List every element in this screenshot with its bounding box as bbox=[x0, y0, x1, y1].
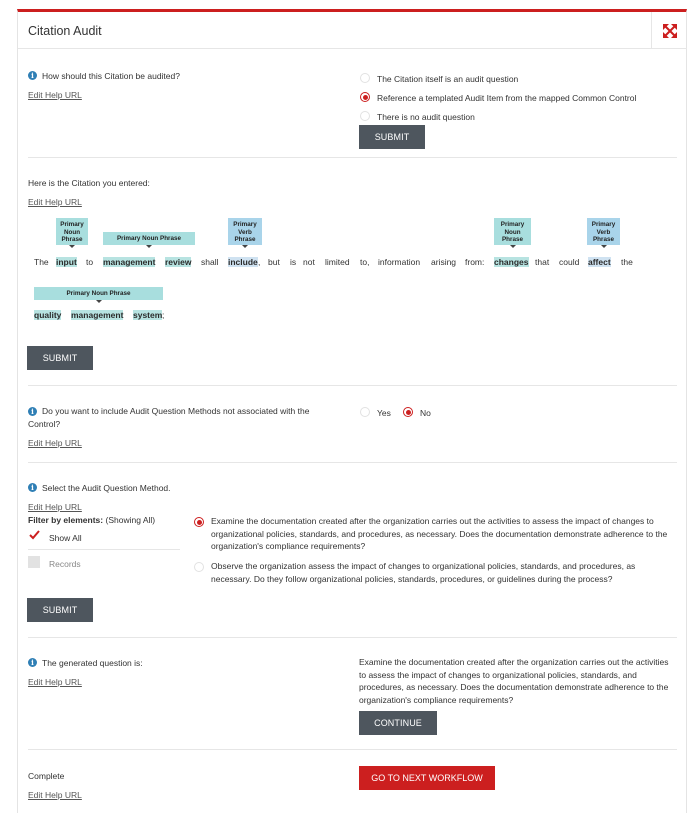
filter-heading bbox=[28, 515, 155, 525]
info-icon: i bbox=[28, 658, 37, 667]
citation-word: is bbox=[290, 257, 297, 267]
divider bbox=[28, 749, 677, 750]
citation-word: The bbox=[34, 257, 49, 267]
edit-help-link[interactable]: Edit Help URL bbox=[28, 677, 82, 687]
radio-method-examine[interactable] bbox=[194, 517, 204, 527]
edit-help-link[interactable]: Edit Help URL bbox=[28, 790, 82, 800]
option-label-no: No bbox=[420, 408, 431, 418]
filter-records-checkbox[interactable] bbox=[28, 556, 40, 568]
citation-word: that bbox=[535, 257, 550, 267]
citation-word: to bbox=[86, 257, 94, 267]
citation-word-highlighted[interactable]: input bbox=[56, 257, 77, 267]
generated-question-label: The generated question is: bbox=[42, 658, 143, 668]
filter-label: Filter by elements: bbox=[28, 515, 104, 525]
citation-word: but bbox=[268, 257, 280, 267]
citation-word: information bbox=[378, 257, 421, 267]
citation-word-highlighted[interactable]: affect bbox=[588, 257, 611, 267]
submit-button[interactable]: SUBMIT bbox=[27, 598, 93, 622]
divider bbox=[28, 462, 677, 463]
option-label: The Citation itself is an audit question bbox=[377, 74, 519, 84]
radio-no-audit-question[interactable] bbox=[360, 111, 370, 121]
filter-divider bbox=[28, 549, 180, 550]
radio-method-observe[interactable] bbox=[194, 562, 204, 572]
citation-word-highlighted[interactable]: quality bbox=[34, 310, 62, 320]
citation-word: from: bbox=[465, 257, 485, 267]
citation-word-highlighted[interactable]: review bbox=[165, 257, 192, 267]
citation-word: ; bbox=[162, 310, 165, 320]
divider bbox=[28, 385, 677, 386]
option-label: There is no audit question bbox=[377, 112, 475, 122]
panel-header bbox=[18, 12, 687, 49]
option-label-yes: Yes bbox=[377, 408, 391, 418]
complete-label: Complete bbox=[28, 771, 65, 781]
citation-word: the bbox=[621, 257, 633, 267]
citation-audit-panel bbox=[17, 9, 687, 813]
citation-word: to, bbox=[360, 257, 370, 267]
include-methods-question: Do you want to include Audit Question Methods not associated with the Control? bbox=[28, 406, 310, 429]
citation-word-highlighted[interactable]: system bbox=[133, 310, 163, 320]
edit-help-link[interactable]: Edit Help URL bbox=[28, 90, 82, 100]
citation-word: arising bbox=[431, 257, 457, 267]
edit-help-link[interactable]: Edit Help URL bbox=[28, 502, 82, 512]
submit-button[interactable]: SUBMIT bbox=[359, 125, 425, 149]
citation-word-highlighted[interactable]: include bbox=[228, 257, 258, 267]
expand-button[interactable] bbox=[651, 12, 687, 49]
tag-primary-noun-phrase: Primary Noun Phrase bbox=[103, 232, 195, 245]
filter-records-label: Records bbox=[49, 559, 81, 569]
select-method-question: Select the Audit Question Method. bbox=[42, 483, 171, 493]
check-icon[interactable] bbox=[29, 530, 40, 540]
page-title: Citation Audit bbox=[28, 24, 102, 38]
radio-yes[interactable] bbox=[360, 407, 370, 417]
edit-help-link[interactable]: Edit Help URL bbox=[28, 197, 82, 207]
citation-word: , bbox=[258, 257, 261, 267]
radio-templated-audit-item[interactable] bbox=[360, 92, 370, 102]
divider bbox=[28, 637, 677, 638]
edit-help-link[interactable]: Edit Help URL bbox=[28, 438, 82, 448]
tag-primary-verb-phrase: Primary Verb Phrase bbox=[228, 218, 262, 245]
submit-button[interactable]: SUBMIT bbox=[27, 346, 93, 370]
info-icon: i bbox=[28, 71, 37, 80]
method-option: Observe the organization assess the impact of changes to organizational policies, standards, and procedures, as necessary. Do they follow organizational policies, standards, procedures, or guidelines during the process? bbox=[211, 561, 636, 584]
tag-primary-noun-phrase: Primary Noun Phrase bbox=[56, 218, 88, 245]
next-workflow-button[interactable]: GO TO NEXT WORKFLOW bbox=[359, 766, 495, 790]
citation-word-highlighted[interactable]: changes bbox=[494, 257, 529, 267]
divider bbox=[28, 157, 677, 158]
citation-word: limited bbox=[325, 257, 350, 267]
citation-word: not bbox=[303, 257, 315, 267]
filter-state: (Showing All) bbox=[105, 515, 156, 525]
filter-show-all[interactable]: Show All bbox=[49, 533, 82, 543]
info-icon: i bbox=[28, 407, 37, 416]
radio-no[interactable] bbox=[403, 407, 413, 417]
citation-word: could bbox=[559, 257, 580, 267]
citation-word-highlighted[interactable]: management bbox=[71, 310, 124, 320]
info-icon: i bbox=[28, 483, 37, 492]
tag-primary-noun-phrase: Primary Noun Phrase bbox=[494, 218, 531, 245]
option-label: Reference a templated Audit Item from the mapped Common Control bbox=[377, 93, 637, 103]
tag-primary-noun-phrase: Primary Noun Phrase bbox=[34, 287, 163, 300]
continue-button[interactable]: CONTINUE bbox=[359, 711, 437, 735]
tag-primary-verb-phrase: Primary Verb Phrase bbox=[587, 218, 620, 245]
audit-method-question: How should this Citation be audited? bbox=[42, 71, 180, 81]
citation-word: shall bbox=[201, 257, 219, 267]
radio-citation-is-question[interactable] bbox=[360, 73, 370, 83]
citation-heading: Here is the Citation you entered: bbox=[28, 178, 150, 188]
expand-arrows-icon bbox=[663, 24, 677, 38]
generated-question-text: Examine the documentation created after the organization carries out the activities to assess the impact of changes to organizational policies, standards, and procedures, as necessary. Does the documentation demonstrate adherence to the organization's compliance requirements? bbox=[359, 657, 669, 705]
citation-word-highlighted[interactable]: management bbox=[103, 257, 156, 267]
method-option: Examine the documentation created after the organization carries out the activities to assess the impact of changes to organizational policies, standards, and procedures, as necessary. Does the documentation demonstrate adherence to the organization's compliance requirements? bbox=[211, 516, 668, 551]
